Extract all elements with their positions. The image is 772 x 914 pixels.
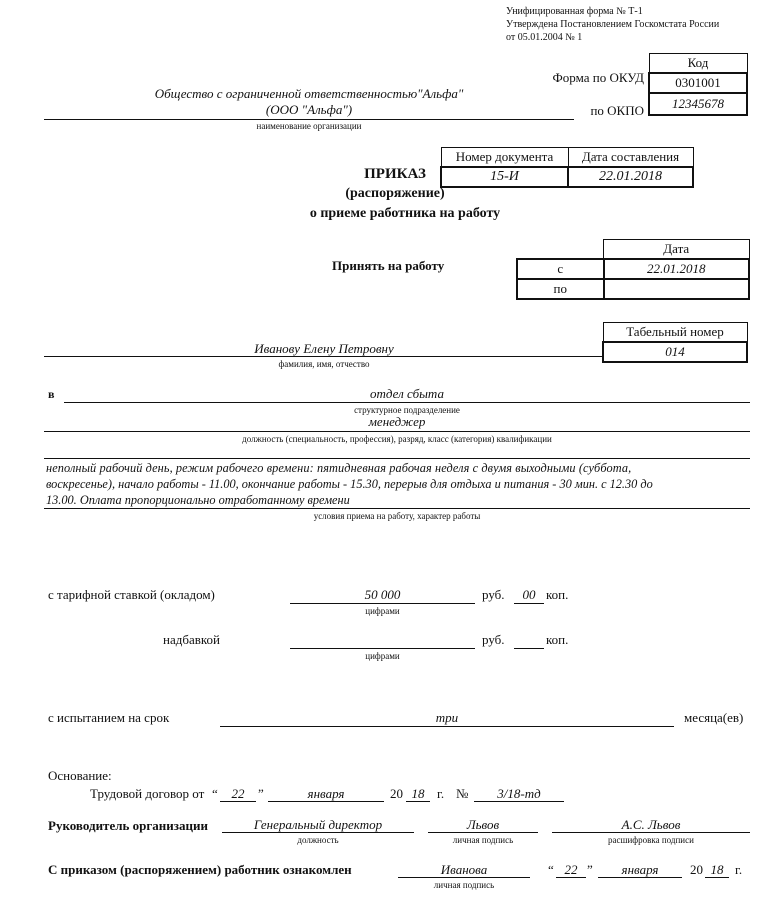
contract-year-prefix: 20 [390,786,403,801]
acq-g: г. [735,862,743,877]
acq-month-underline [598,877,682,878]
acq-year: 18 [710,862,724,877]
okpo-label: по ОКПО [590,103,644,118]
contract-g: г. [437,786,445,801]
tab-number-table [602,322,748,363]
probation-label: с испытанием на срок [48,710,170,725]
hire-from-value: 22.01.2018 [604,259,750,279]
hire-label: Принять на работу [332,258,445,273]
acq-year-underline [705,877,729,878]
order-subtitle: (распоряжение) [345,186,445,201]
contract-day-underline [220,801,256,802]
rate-kop-underline [514,603,544,604]
department-underline [64,402,750,403]
conditions-line2: воскресенье), начало работы - 11.00, окончание работы - 15.30, перерыв для отдыха и питания - 30 мин. с 12.30 до [46,477,653,491]
contract-number: 3/18-тд [497,786,541,801]
doc-date: 22.01.2018 [568,167,693,187]
contract-quote-close: ” [258,786,264,801]
doc-number-table [440,147,694,188]
org-name-line2: (ООО "Альфа") [265,102,353,117]
tab-number-head: Табельный номер [603,323,747,343]
contract-month-underline [268,801,384,802]
conditions-underline [44,508,750,509]
bonus-label: надбавкой [163,632,220,647]
conditions-caption: условия приема на работу, характер работы [313,511,481,521]
probation-value: три [435,710,459,725]
hire-from-label: с [517,259,604,279]
hire-to-label: по [517,279,604,299]
contract-num-sign: № [456,786,469,801]
conditions-line1: неполный рабочий день, режим рабочего времени: пятидневная рабочая неделя с двумя выходными (суббота, [46,461,632,475]
order-title: ПРИКАЗ [364,166,426,182]
acq-quote-open: “ [548,862,554,877]
acq-quote-close: ” [587,862,593,877]
contract-month: января [307,786,345,801]
doc-date-head: Дата составления [568,148,693,168]
acq-signature-underline [398,877,530,878]
head-decoding: А.С. Львов [621,817,681,832]
contract-year: 18 [411,786,425,801]
bonus-kop: коп. [546,632,569,647]
bonus-caption: цифрами [365,651,400,661]
rate-caption: цифрами [365,606,400,616]
head-signature-caption: личная подпись [452,835,514,845]
bonus-kop-underline [514,648,544,649]
probation-underline [220,726,674,727]
position-caption: должность (специальность, профессия), разряд, класс (категория) квалификации [242,434,552,444]
bonus-underline [290,648,475,649]
probation-unit: месяца(ев) [684,710,744,725]
org-name-line1: Общество с ограниченной ответственностью"Альфа" [154,86,464,101]
acq-day-underline [556,877,586,878]
rate-kop-value: 00 [522,587,536,602]
doc-number: 15-И [441,167,568,187]
rate-label: с тарифной ставкой (окладом) [48,587,215,602]
form-header-line1: Унифицированная форма № Т-1 [506,6,643,17]
head-signature-underline [428,832,538,833]
tab-number-value: 014 [603,342,747,362]
form-header-line2: Утверждена Постановлением Госкомстата России [506,19,720,30]
contract-label: Трудовой договор от [90,786,205,801]
form-header-line3: от 05.01.2004 № 1 [506,32,583,43]
code-head: Код [649,54,747,74]
acq-month: января [621,862,659,877]
rate-kop: коп. [546,587,569,602]
order-about: о приеме работника на работу [309,206,501,221]
okud-value: 0301001 [649,73,747,93]
contract-day: 22 [231,786,245,801]
acq-year-prefix: 20 [690,862,703,877]
position: менеджер [368,414,426,429]
head-label: Руководитель организации [48,818,208,833]
contract-number-underline [474,801,564,802]
org-caption: наименование организации [256,121,362,131]
employee-name: Иванову Елену Петровну [254,341,394,356]
rate-rub: руб. [482,587,505,602]
conditions-topline [44,458,750,459]
head-signature: Львов [466,817,500,832]
head-decoding-underline [552,832,750,833]
hire-to-value [604,279,750,299]
basis-label: Основание: [48,768,112,783]
codes-table [648,53,748,116]
acq-signature: Иванова [440,862,488,877]
head-decoding-caption: расшифровка подписи [608,835,694,845]
okpo-value: 12345678 [649,93,747,115]
in-label: в [48,387,55,401]
employee-name-caption: фамилия, имя, отчество [278,359,370,369]
acq-signature-caption: личная подпись [433,880,495,890]
acq-day: 22 [564,862,578,877]
hire-date-head: Дата [604,240,750,260]
okud-label: Форма по ОКУД [552,70,644,85]
conditions-line3: 13.00. Оплата пропорционально отработанному времени [46,493,350,507]
rate-underline [290,603,475,604]
head-position: Генеральный директор [253,817,383,832]
department: отдел сбыта [370,386,444,401]
rate-value: 50 000 [364,587,401,602]
contract-year-underline [406,801,430,802]
contract-quote-open: “ [212,786,218,801]
position-underline [44,431,750,432]
bonus-rub: руб. [482,632,505,647]
hire-date-table [516,239,750,300]
org-underline [44,119,574,120]
head-position-caption: должность [297,835,339,845]
employee-name-underline [44,356,602,357]
head-position-underline [222,832,414,833]
doc-number-head: Номер документа [441,148,568,168]
department-caption: структурное подразделение [354,405,460,415]
acq-label: С приказом (распоряжением) работник ознакомлен [48,862,352,877]
